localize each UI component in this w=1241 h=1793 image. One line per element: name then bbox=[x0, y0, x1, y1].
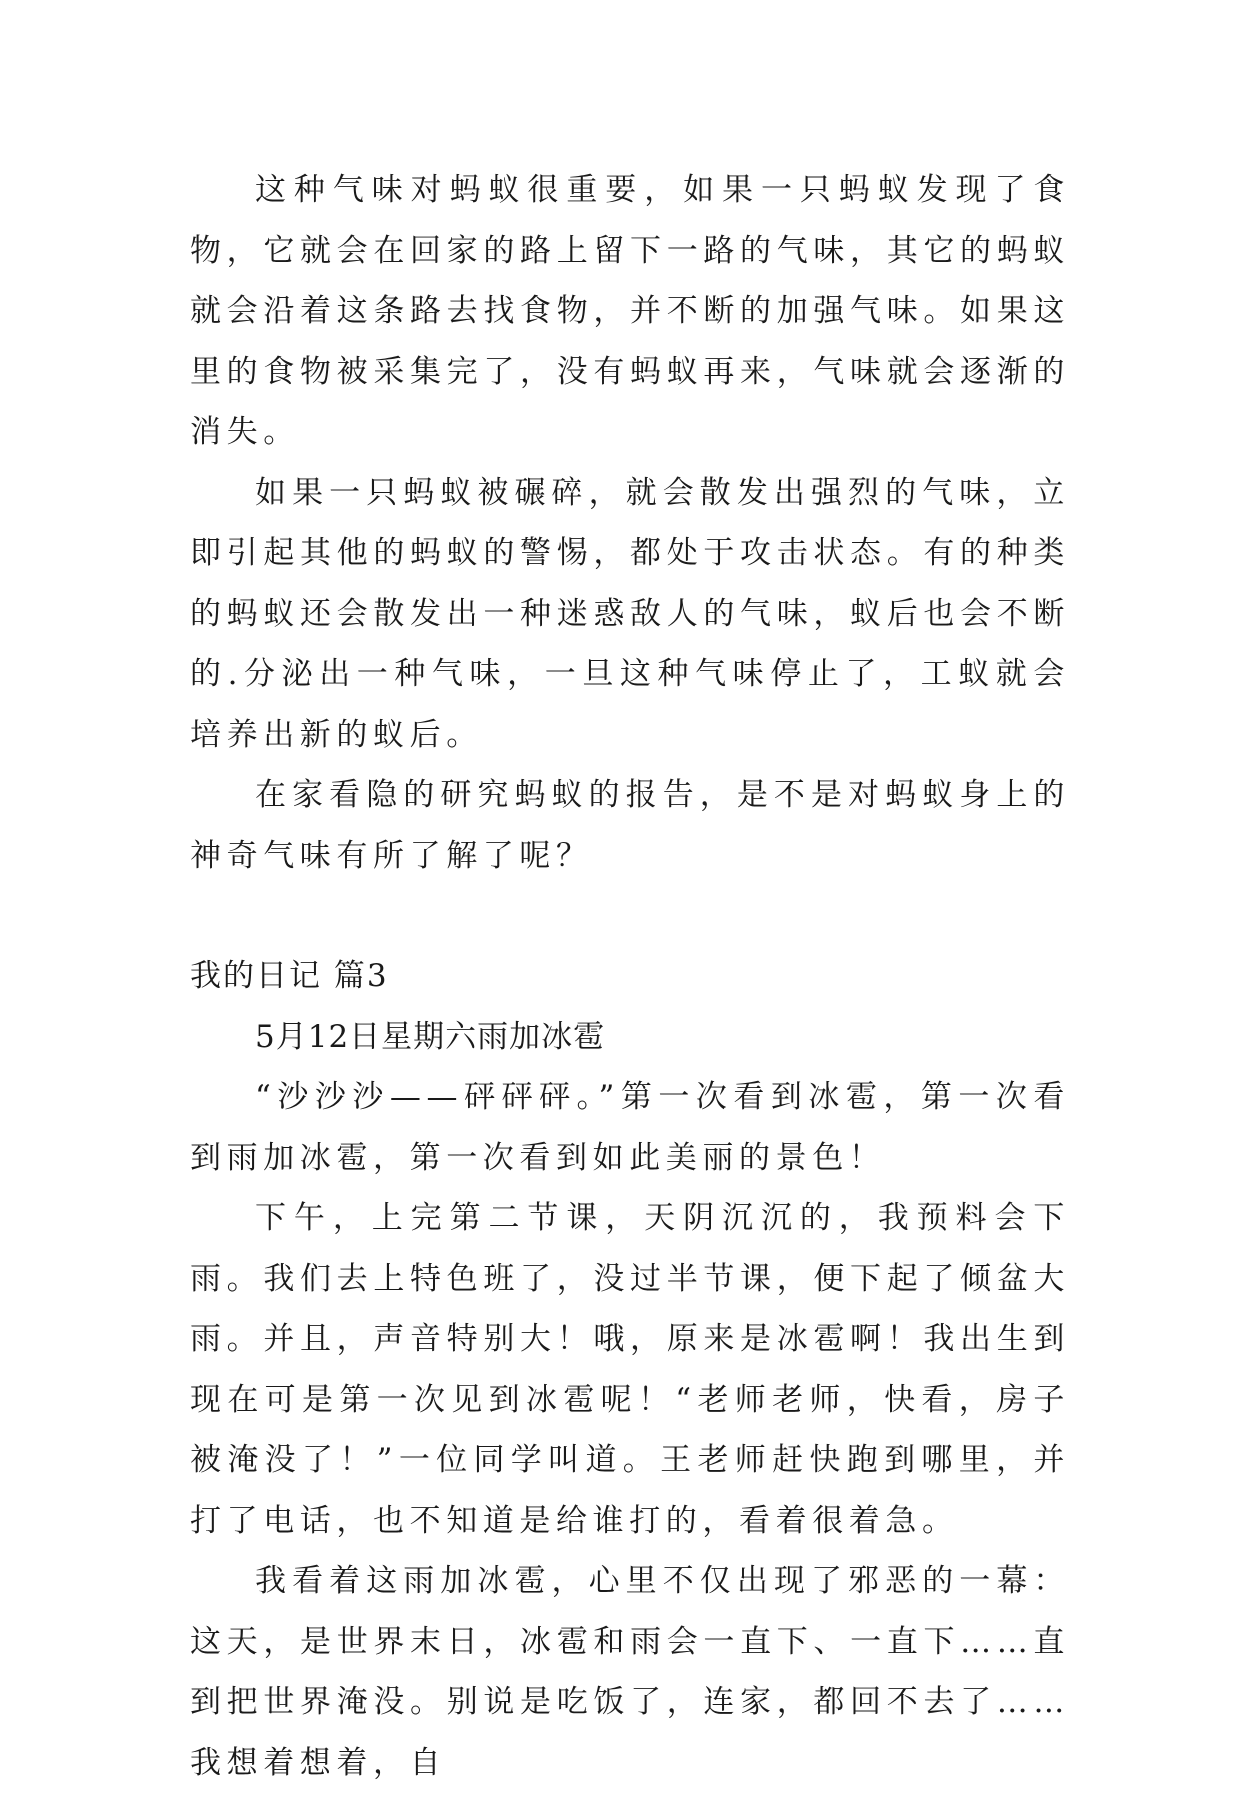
paragraph-ant-crushed: 如果一只蚂蚁被碾碎，就会散发出强烈的气味，立即引起其他的蚂蚁的警惕，都处于攻击状态。有的种类的蚂蚁还会散发出一种迷惑敌人的气味，蚁后也会不断的.分泌出一种气味，一旦这种气味停止了，工蚁就会培养出新的蚁后。 bbox=[190, 474, 1070, 753]
section-title: 我的日记 篇3 bbox=[190, 958, 389, 994]
section-gap bbox=[190, 886, 1070, 946]
document-page bbox=[190, 160, 1070, 1793]
paragraph-hail-afternoon: 下午，上完第二节课，天阴沉沉的，我预料会下雨。我们去上特色班了，没过半节课，便下起了倾盆大雨。并且，声音特别大！哦，原来是冰雹啊！我出生到现在可是第一次见到冰雹呢！“老师老师，快看，房子被淹没了！”一位同学叫道。王老师赶快跑到哪里，并打了电话，也不知道是给谁打的，看着很着急。 bbox=[190, 1200, 1070, 1539]
paragraph-ant-conclusion: 在家看隐的研究蚂蚁的报告，是不是对蚂蚁身上的神奇气味有所了解了呢？ bbox=[190, 777, 1070, 874]
paragraph-hail-opening: “沙沙沙——砰砰砰。”第一次看到冰雹，第一次看到雨加冰雹，第一次看到如此美丽的景色！ bbox=[190, 1079, 1070, 1176]
diary-date: 5月12日星期六雨加冰雹 bbox=[255, 1018, 606, 1055]
paragraph-ant-scent: 这种气味对蚂蚁很重要，如果一只蚂蚁发现了食物，它就会在回家的路上留下一路的气味，其它的蚂蚁就会沿着这条路去找食物，并不断的加强气味。如果这里的食物被采集完了，没有蚂蚁再来，气味就会逐渐的消失。 bbox=[190, 172, 1070, 450]
paragraph-hail-imagination: 我看着这雨加冰雹，心里不仅出现了邪恶的一幕：这天，是世界末日，冰雹和雨会一直下、一直下……直到把世界淹没。别说是吃饭了，连家，都回不去了……我想着想着，自 bbox=[190, 1563, 1070, 1781]
